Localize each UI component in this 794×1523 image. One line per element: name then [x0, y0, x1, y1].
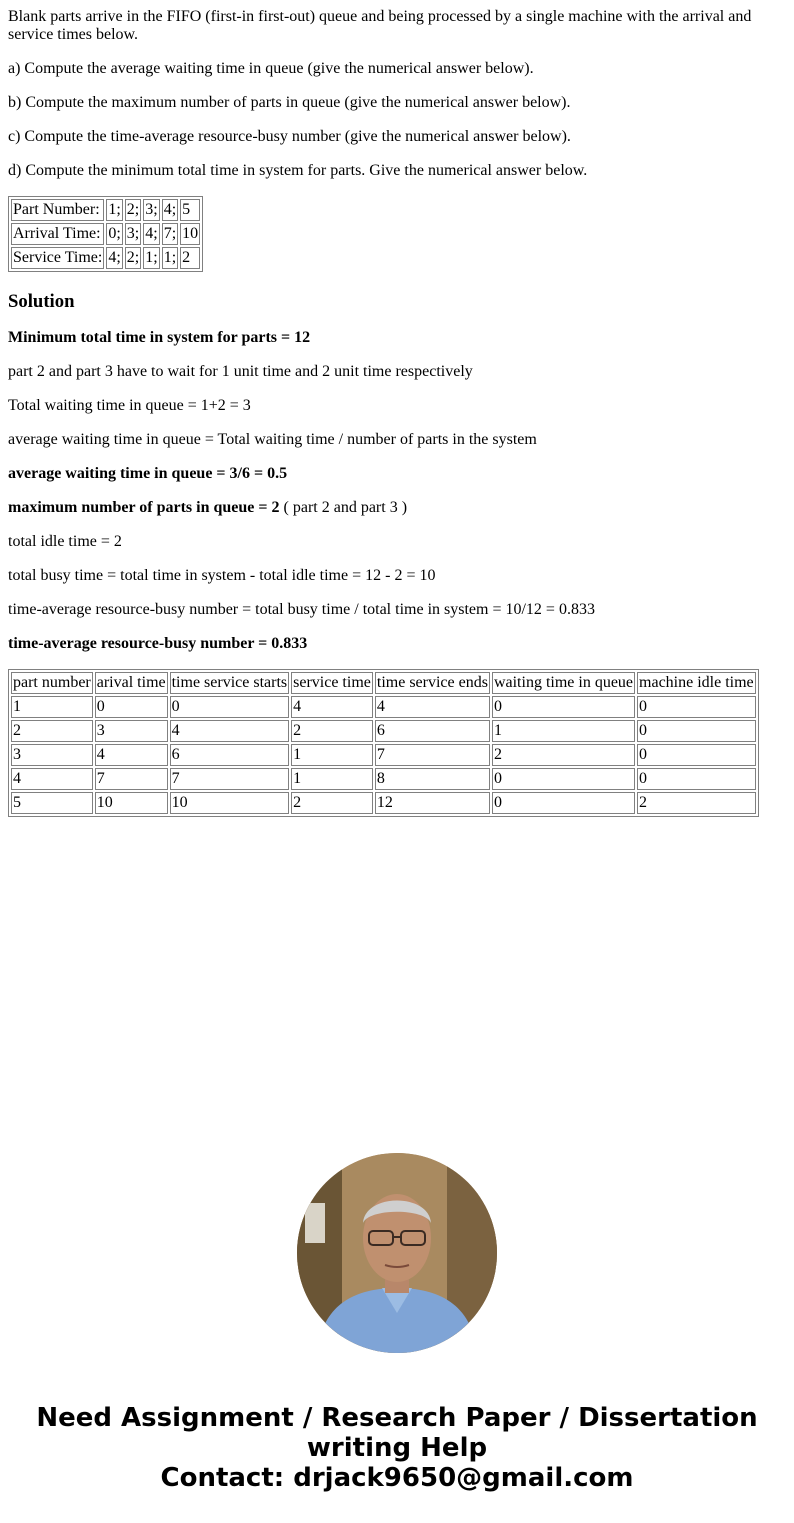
column-header: machine idle time	[637, 672, 756, 694]
total-wait-line: Total waiting time in queue = 1+2 = 3	[8, 397, 251, 414]
column-header: part number	[11, 672, 93, 694]
table-row	[11, 696, 756, 718]
column-header: service time	[291, 672, 373, 694]
solution-schedule-table	[8, 669, 759, 817]
problem-table-cell: 0;	[106, 223, 122, 245]
busy-number-result: time-average resource-busy number = 0.833	[8, 635, 308, 652]
min-total-time-result: Minimum total time in system for parts = 12	[8, 329, 311, 346]
table-cell: 0	[637, 720, 756, 742]
problem-table-row	[11, 223, 200, 245]
table-row	[11, 744, 756, 766]
table-cell: 7	[375, 744, 490, 766]
table-cell: 4	[375, 696, 490, 718]
problem-row-label: Part Number:	[11, 199, 104, 221]
table-cell: 6	[375, 720, 490, 742]
problem-table-row	[11, 199, 200, 221]
author-avatar	[297, 1153, 497, 1353]
problem-table-cell: 2;	[125, 247, 141, 269]
busy-time-line: total busy time = total time in system - total idle time = 12 - 2 = 10	[8, 567, 436, 584]
promo-banner	[0, 1403, 794, 1493]
problem-intro: Blank parts arrive in the FIFO (first-in first-out) queue and being processed by a single machine with the arrival and service times below.	[8, 8, 752, 43]
question-a: a) Compute the average waiting time in queue (give the numerical answer below).	[8, 60, 534, 77]
table-cell: 4	[11, 768, 93, 790]
question-c: c) Compute the time-average resource-busy number (give the numerical answer below).	[8, 128, 571, 145]
problem-table-cell: 10	[180, 223, 200, 245]
table-cell: 2	[291, 792, 373, 814]
table-cell: 0	[170, 696, 290, 718]
table-cell: 7	[95, 768, 168, 790]
table-cell: 8	[375, 768, 490, 790]
table-cell: 1	[291, 744, 373, 766]
question-d: d) Compute the minimum total time in system for parts. Give the numerical answer below.	[8, 162, 588, 179]
column-header: arival time	[95, 672, 168, 694]
column-header: time service starts	[170, 672, 290, 694]
table-cell: 0	[492, 696, 635, 718]
problem-row-label: Arrival Time:	[11, 223, 104, 245]
problem-table-cell: 5	[180, 199, 200, 221]
table-cell: 2	[492, 744, 635, 766]
avg-wait-result: average waiting time in queue = 3/6 = 0.5	[8, 465, 288, 482]
table-cell: 0	[492, 792, 635, 814]
table-cell: 2	[291, 720, 373, 742]
table-cell: 1	[11, 696, 93, 718]
table-cell: 10	[95, 792, 168, 814]
problem-table-cell: 1;	[106, 199, 122, 221]
column-header: time service ends	[375, 672, 490, 694]
promo-line-1: Need Assignment / Research Paper / Dissertation	[36, 1403, 758, 1433]
table-cell: 0	[637, 696, 756, 718]
column-header: waiting time in queue	[492, 672, 635, 694]
table-cell: 7	[170, 768, 290, 790]
question-b: b) Compute the maximum number of parts in queue (give the numerical answer below).	[8, 94, 571, 111]
problem-table-cell: 1;	[162, 247, 178, 269]
table-row	[11, 792, 756, 814]
table-cell: 4	[95, 744, 168, 766]
wait-note: part 2 and part 3 have to wait for 1 unit time and 2 unit time respectively	[8, 363, 473, 380]
author-portrait-image	[297, 1153, 497, 1353]
table-cell: 1	[291, 768, 373, 790]
busy-number-formula: time-average resource-busy number = total busy time / total time in system = 10/12 = 0.833	[8, 601, 595, 618]
promo-contact: Contact: drjack9650@gmail.com	[160, 1463, 634, 1493]
solution-table-header-row	[11, 672, 756, 694]
problem-table-row	[11, 247, 200, 269]
table-cell: 5	[11, 792, 93, 814]
problem-row-label: Service Time:	[11, 247, 104, 269]
max-queue-line	[8, 499, 778, 517]
table-cell: 0	[637, 744, 756, 766]
problem-table-cell: 4;	[106, 247, 122, 269]
problem-table-cell: 2;	[125, 199, 141, 221]
problem-table-cell: 7;	[162, 223, 178, 245]
idle-time-line: total idle time = 2	[8, 533, 122, 550]
table-row	[11, 768, 756, 790]
table-cell: 1	[492, 720, 635, 742]
promo-line-2: writing Help	[306, 1433, 488, 1463]
table-cell: 10	[170, 792, 290, 814]
table-cell: 3	[95, 720, 168, 742]
table-cell: 6	[170, 744, 290, 766]
problem-table-cell: 3;	[143, 199, 159, 221]
problem-table-cell: 1;	[143, 247, 159, 269]
table-cell: 3	[11, 744, 93, 766]
table-cell: 2	[637, 792, 756, 814]
avg-wait-formula: average waiting time in queue = Total waiting time / number of parts in the system	[8, 431, 537, 448]
table-cell: 4	[291, 696, 373, 718]
table-cell: 0	[95, 696, 168, 718]
problem-table-cell: 2	[180, 247, 200, 269]
problem-table-cell: 4;	[162, 199, 178, 221]
max-queue-result: maximum number of parts in queue = 2	[8, 499, 280, 516]
max-queue-note: ( part 2 and part 3 )	[279, 499, 408, 516]
table-cell: 2	[11, 720, 93, 742]
problem-table-cell: 3;	[125, 223, 141, 245]
document-body	[8, 8, 778, 817]
table-cell: 0	[492, 768, 635, 790]
table-cell: 4	[170, 720, 290, 742]
table-cell: 12	[375, 792, 490, 814]
table-cell: 0	[637, 768, 756, 790]
solution-heading: Solution	[8, 291, 75, 312]
table-row	[11, 720, 756, 742]
problem-table-cell: 4;	[143, 223, 159, 245]
problem-data-table	[8, 196, 203, 272]
